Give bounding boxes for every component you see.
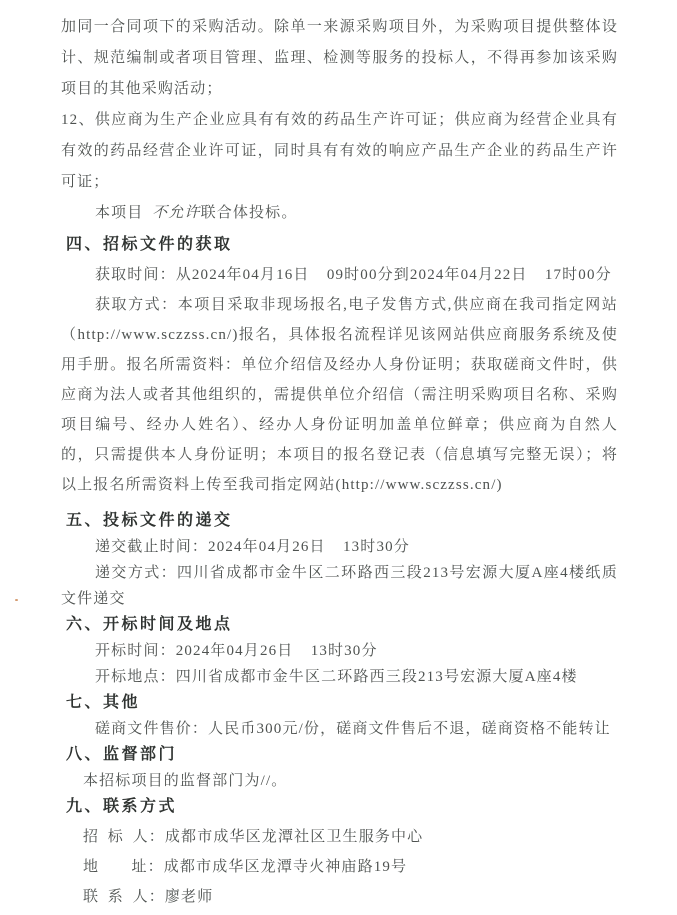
- contact-value: 成都市成华区龙潭寺火神庙路19号: [163, 859, 408, 875]
- joint-bid-statement: [61, 198, 618, 229]
- joint-bid-prefix: 本项目: [95, 205, 153, 221]
- paragraph-opening-location: 开标地点：四川省成都市金牛区二环路西三段213号宏源大厦A座4楼: [95, 669, 578, 685]
- paragraph-supervision: 本招标项目的监督部门为//。: [83, 773, 288, 789]
- contact-value: 成都市成华区龙潭社区卫生服务中心: [164, 829, 424, 845]
- contact-label: 联 系 人：: [83, 889, 165, 905]
- paragraph-intro-continuation: 加同一合同项下的采购活动。除单一来源采购项目外，为采购项目提供整体设计、规范编制或者项目管理、监理、检测等服务的投标人，不得再参加该采购项目的其他采购活动；: [61, 19, 618, 97]
- joint-bid-suffix: 联合体投标。: [200, 205, 298, 221]
- scan-artifact-dot: [15, 599, 18, 601]
- section-supervision-department: [61, 742, 618, 794]
- section-bid-opening: [61, 612, 618, 690]
- section-heading: 八、监督部门: [66, 746, 178, 763]
- contact-label: 招 标 人：: [83, 829, 165, 845]
- contact-line-tenderer: [61, 822, 618, 852]
- contact-label: 地 址：: [83, 859, 164, 875]
- section-heading: 七、其他: [66, 694, 141, 711]
- section-document-acquisition: [61, 229, 618, 500]
- section-heading: 四、招标文件的获取: [66, 236, 233, 253]
- joint-bid-emphasis: 不允许: [152, 205, 201, 221]
- section-heading: 六、开标时间及地点: [66, 616, 233, 633]
- contact-value: 廖老师: [164, 889, 214, 905]
- contact-line-person: [61, 882, 618, 912]
- paragraph-clause-12: 12、供应商为生产企业应具有有效的药品生产许可证；供应商为经营企业具有有效的药品经营企业许可证，同时具有有效的响应产品生产企业的药品生产许可证；: [61, 112, 618, 190]
- section-heading: 五、投标文件的递交: [66, 512, 233, 529]
- paragraph-opening-time: 开标时间：2024年04月26日 13时30分: [95, 643, 378, 659]
- contact-line-address: [61, 852, 618, 882]
- section-bid-submission: [61, 508, 618, 612]
- paragraph-acquisition-time: 获取时间：从2024年04月16日 09时00分到2024年04月22日 17时00分: [95, 267, 612, 283]
- paragraph-submission-method: 递交方式：四川省成都市金牛区二环路西三段213号宏源大厦A座4楼纸质文件递交: [61, 565, 618, 607]
- section-other: [61, 690, 618, 742]
- section-heading: 九、联系方式: [66, 798, 178, 815]
- section-contact-info: [61, 794, 618, 912]
- paragraph-acquisition-method: 获取方式：本项目采取非现场报名,电子发售方式,供应商在我司指定网站（http://www.sczzss.cn/)报名，具体报名流程详见该网站供应商服务系统及使用手册。报名所需资料：单位介绍信及经办人身份证明；获取磋商文件时，供应商为法人或者其他组织的，需提供单位介绍信（需注明采购项目名称、采购项目编号、经办人姓名）、经办人身份证明加盖单位鲜章；供应商为自然人的，只需提供本人身份证明；本项目的报名登记表（信息填写完整无误）；将以上报名所需资料上传至我司指定网站(http://www.sczzss.cn/): [61, 297, 618, 493]
- paragraph-document-price: 磋商文件售价：人民币300元/份，磋商文件售后不退，磋商资格不能转让: [95, 721, 611, 737]
- paragraph-submission-deadline: 递交截止时间：2024年04月26日 13时30分: [95, 539, 410, 555]
